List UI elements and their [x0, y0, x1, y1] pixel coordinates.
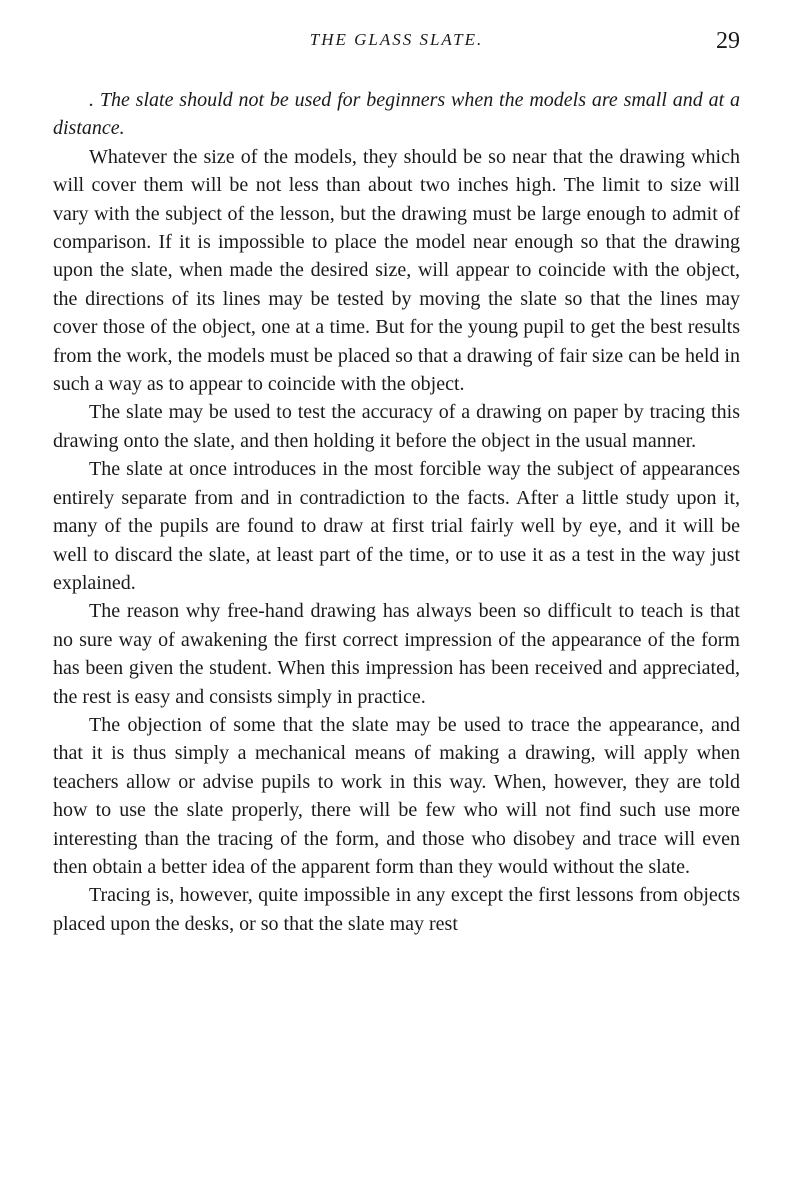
paragraph: The objection of some that the slate may be used to trace the appearance, and that it is thus simply a mechanical means of making a drawing, will apply when teachers allow or advise pupils to work in this way. When, however, they are told how to use the slate properly, there will be few who will not find such use more interesting than the tracing of the form, and those who disobey and trace will even then obtain a better idea of the apparent form than they would without the slate.: [53, 713, 740, 878]
running-title: THE GLASS SLATE.: [309, 30, 484, 49]
running-head: [53, 30, 740, 60]
book-page: [53, 0, 740, 1200]
paragraph: The slate at once introduces in the most forcible way the subject of appearances entirely separate from and in contradiction to the facts. After a little study upon it, many of the pupils are found to draw at first trial fairly well by eye, and it will be well to discard the slate, at least part of the time, or to use it as a test in the way just explained.: [53, 458, 740, 594]
body-text: [53, 86, 740, 938]
paragraph: Tracing is, however, quite impossible in any except the first lessons from objects placed upon the desks, or so that the slate may rest: [53, 884, 740, 935]
paragraph: Whatever the size of the models, they should be so near that the drawing which will cover them will be not less than about two inches high. The limit to size will vary with the subject of the lesson, but the drawing must be large enough to admit of comparison. If it is impossible to place the model near enough so that the drawing upon the slate, when made the desired size, will appear to coincide with the object, the directions of its lines may be tested by moving the slate so that the lines may cover those of the object, one at a time. But for the young pupil to get the best results from the work, the models must be placed so that a drawing of fair size can be held in such a way as to appear to coincide with the object.: [53, 145, 740, 396]
lead-paragraph: . The slate should not be used for beginners when the models are small and at a distance.: [53, 89, 740, 140]
paragraph: The reason why free-hand drawing has always been so difficult to teach is that no sure way of awakening the first correct impression of the appearance of the form has been given the student. When this impression has been received and appreciated, the rest is easy and consists simply in practice.: [53, 600, 740, 708]
paragraph: The slate may be used to test the accuracy of a drawing on paper by tracing this drawing onto the slate, and then holding it before the object in the usual manner.: [53, 401, 740, 452]
page-number: 29: [716, 28, 740, 54]
